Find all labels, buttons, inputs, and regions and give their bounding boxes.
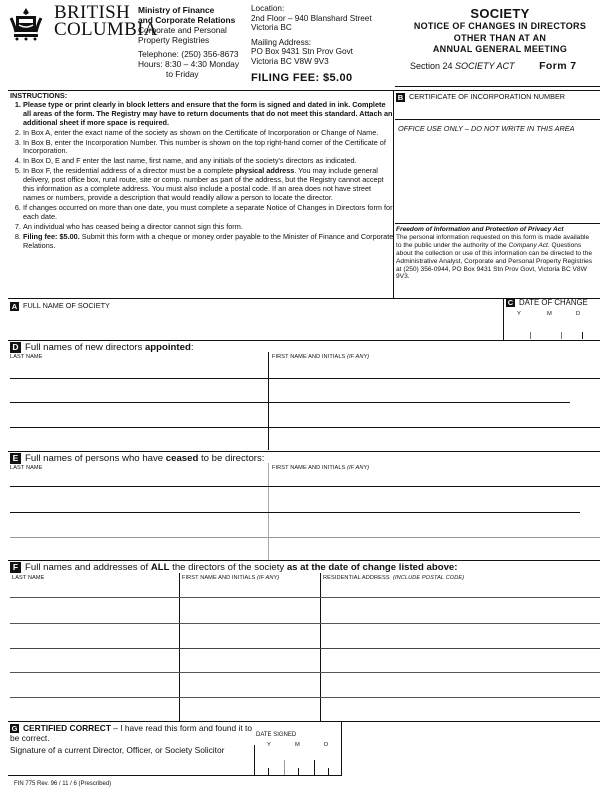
hours-2: to Friday (166, 69, 199, 79)
ceased-first-name-input[interactable] (270, 470, 598, 486)
divider (8, 90, 600, 91)
telephone: Telephone: (250) 356-8673 (138, 49, 239, 59)
instruction-7: 7. An individual who has ceased being a director cannot sign this form. (23, 223, 394, 232)
appointed-row-line (10, 427, 600, 428)
certified-correct-text: – I have read this form and found it to be correct. (10, 723, 252, 743)
director-first-name-input[interactable] (181, 632, 318, 648)
box-f-first-name-text: FIRST NAME AND INITIALS (182, 575, 256, 581)
box-e-if-any: (IF ANY) (347, 465, 370, 471)
title-society: SOCIETY (470, 6, 530, 21)
box-e-first-name-text: FIRST NAME AND INITIALS (272, 465, 346, 471)
privacy-notice (396, 226, 596, 281)
incorporation-number-field[interactable] (396, 102, 598, 118)
title-line-3: ANNUAL GENERAL MEETING (432, 44, 568, 54)
box-f-heading-all: ALL (150, 562, 170, 574)
director-row-line (10, 597, 600, 598)
bc-coat-of-arms-icon (8, 6, 44, 42)
box-f-heading-mid: the directors of the society (169, 562, 287, 574)
title-line-2: OTHER THAN AT AN (453, 32, 547, 43)
society-name-field[interactable] (12, 312, 500, 338)
box-d-heading (10, 342, 193, 353)
instruction-8-bold: Filing fee: $5.00. (23, 231, 80, 241)
section-number: Section 24 (410, 60, 453, 71)
director-last-name-input[interactable] (10, 632, 177, 648)
instruction-5 (23, 167, 394, 203)
box-d-heading-bold: appointed (144, 342, 191, 354)
box-f-address-text: RESIDENTIAL ADDRESS (323, 575, 390, 581)
box-e-heading-text: Full names of persons who have (25, 453, 166, 465)
director-address-input[interactable] (322, 656, 598, 672)
society-name-label: FULL NAME OF SOCIETY (23, 301, 110, 310)
divider (395, 86, 600, 87)
location-line-2: Victoria BC (251, 23, 292, 33)
mailing-label: Mailing Address: (251, 37, 312, 47)
director-address-input[interactable] (322, 581, 598, 597)
registry-name-1: Corporate and Personal (138, 25, 227, 35)
box-d-first-name-header (272, 354, 369, 360)
divider (254, 745, 255, 775)
box-f-heading-text: Full names and addresses of (25, 562, 151, 574)
signed-y-label: Y (267, 742, 271, 748)
director-first-name-input[interactable] (181, 681, 318, 697)
form-footer: FIN 775 Rev. 96 / 11 / 6 (Prescribed) (14, 781, 112, 787)
box-f-tag: F (10, 562, 21, 573)
instruction-4: 4. In Box D, E and F enter the last name, first name, and any initials of the society's directors as indicated. (23, 157, 394, 166)
form-title (400, 4, 600, 72)
instructions-heading: INSTRUCTIONS: (10, 91, 68, 100)
date-y-label: Y (517, 311, 521, 317)
act-name: SOCIETY ACT (455, 60, 515, 71)
box-g-tag: G (11, 724, 18, 734)
divider (561, 332, 562, 339)
mailing-line-2: Victoria BC V8W 9V3 (251, 56, 329, 66)
signed-d-label: D (324, 742, 329, 748)
divider (8, 340, 600, 341)
divider (395, 223, 600, 224)
logo-columbia: COLUMBIA (54, 19, 158, 40)
appointed-first-name-input[interactable] (270, 386, 598, 402)
divider (582, 332, 583, 339)
location-label: Location: (251, 4, 285, 13)
appointed-first-name-input[interactable] (270, 411, 598, 427)
divider (179, 573, 180, 721)
date-d-label: D (576, 311, 581, 317)
appointed-row-line (10, 378, 600, 379)
hours-1: Hours: 8:30 – 4:30 Monday (138, 59, 240, 69)
box-a-label (10, 301, 110, 311)
section-reference (400, 60, 600, 72)
location-info (251, 4, 421, 67)
ceased-first-name-input[interactable] (270, 496, 598, 512)
date-of-change-label: DATE OF CHANGE (519, 298, 588, 307)
instruction-8-text: Submit this form with a cheque or money order payable to the Minister of Finance and Corporate Relations. (23, 231, 394, 250)
appointed-last-name-input[interactable] (10, 362, 266, 378)
director-address-input[interactable] (322, 681, 598, 697)
box-e-heading (10, 453, 264, 464)
divider (341, 721, 342, 775)
appointed-first-name-input[interactable] (270, 362, 598, 378)
divider (503, 298, 504, 340)
box-d-if-any: (IF ANY) (347, 354, 370, 360)
instruction-5-bold: physical address (235, 166, 295, 176)
director-first-name-input[interactable] (181, 581, 318, 597)
privacy-heading: Freedom of Information and Protection of Privacy Act (396, 226, 564, 233)
director-first-name-input[interactable] (181, 656, 318, 672)
date-signed-label: DATE SIGNED (256, 732, 297, 738)
box-c-tag: C (507, 298, 514, 308)
incorporation-number-label: CERTIFICATE OF INCORPORATION NUMBER (409, 92, 566, 101)
box-f-if-any: (IF ANY) (257, 575, 280, 581)
form-number: Form 7 (539, 59, 577, 72)
box-e-heading-tail: to be directors: (198, 453, 265, 465)
signature-label: Signature of a current Director, Officer, or Society Solicitor (10, 745, 225, 756)
ceased-row-line (10, 512, 580, 513)
ministry-name-1: Ministry of Finance (138, 5, 215, 15)
date-of-change-field[interactable] (506, 318, 598, 338)
box-f-postal-code-note: (INCLUDE POSTAL CODE) (392, 575, 465, 581)
instruction-3: 3. In Box B, enter the Incorporation Number. This number is shown on the top right-hand corner of the Certificate of Incorporation. (23, 139, 394, 157)
instruction-1: 1. Please type or print clearly in block letters and ensure that the form is signed and dated in ink. Complete all areas of the form. The Registry may have to return documents that do not meet this standard. Attach an additional sheet if more space is required. (23, 101, 394, 128)
logo-british: BRITISH (54, 2, 130, 23)
box-d-first-name-text: FIRST NAME AND INITIALS (272, 354, 346, 360)
divider (8, 560, 600, 561)
ceased-last-name-input[interactable] (10, 496, 266, 512)
instructions (10, 92, 394, 251)
director-address-input[interactable] (322, 632, 598, 648)
director-row-line (10, 623, 600, 624)
instruction-5-text-2: . You may include general delivery, post office box, rural route, site or comp. number as part of the address, but the Registry cannot accept this information as a complete address. You must also include a postal code. If an area does not have street names or numbers, provide a description that would readily allow a person to locate the director. (23, 166, 384, 202)
privacy-text: The personal information requested on this form is made available to the public under the authority of the (396, 233, 590, 249)
appointed-last-name-input[interactable] (10, 386, 266, 402)
divider (530, 332, 531, 339)
director-last-name-input[interactable] (10, 656, 177, 672)
box-d-heading-colon: : (190, 342, 194, 354)
location-line-1: 2nd Floor – 940 Blanshard Street (251, 13, 372, 23)
certified-correct-heading: CERTIFIED CORRECT (23, 723, 111, 733)
instruction-6: 6. If changes occurred on more than one date, you must complete a separate Notice of Changes in Directors form for each date. (23, 204, 394, 222)
box-a-tag: A (11, 301, 18, 311)
director-last-name-input[interactable] (10, 607, 177, 623)
box-e-heading-bold: ceased (165, 453, 199, 465)
ceased-row-line (10, 486, 600, 487)
box-e-last-name-header: LAST NAME (10, 465, 43, 471)
director-address-input[interactable] (322, 607, 598, 623)
ceased-last-name-input[interactable] (10, 470, 266, 486)
divider (8, 721, 600, 722)
ceased-row-line (10, 537, 600, 538)
appointed-row-line (10, 402, 570, 403)
box-c-label (506, 298, 588, 307)
mailing-line-1: PO Box 9431 Stn Prov Govt (251, 47, 353, 57)
date-m-label: M (547, 311, 552, 317)
box-b-label (396, 92, 565, 102)
ministry-name-2: and Corporate Relations (138, 15, 236, 25)
divider (8, 451, 600, 452)
instruction-2: 2. In Box A, enter the exact name of the society as shown on the Certificate of Incorporation or Change of Name. (23, 129, 394, 138)
box-d-tag: D (10, 342, 21, 353)
instruction-8 (23, 233, 394, 251)
registry-name-2: Property Registries (138, 35, 210, 45)
director-row-line (10, 697, 600, 698)
date-signed-field[interactable] (256, 750, 340, 774)
appointed-last-name-input[interactable] (10, 411, 266, 427)
box-f-heading (10, 562, 457, 573)
divider (320, 573, 321, 721)
box-b-tag: B (397, 92, 404, 102)
director-last-name-input[interactable] (10, 681, 177, 697)
director-last-name-input[interactable] (10, 581, 177, 597)
signature-field[interactable] (12, 756, 252, 774)
privacy-act: Company Act. (508, 241, 550, 249)
signed-m-label: M (295, 742, 300, 748)
instruction-5-text: In Box F, the residential address of a director must be a complete (23, 166, 236, 176)
divider (395, 119, 600, 120)
divider (8, 775, 342, 776)
office-use-only: OFFICE USE ONLY – DO NOT WRITE IN THIS AREA (398, 124, 575, 133)
divider (268, 352, 269, 450)
box-g-certification (10, 724, 260, 756)
box-f-last-name-header: LAST NAME (12, 575, 45, 581)
director-row-line (10, 648, 600, 649)
director-row-line (10, 672, 600, 673)
title-line-1: NOTICE OF CHANGES IN DIRECTORS (413, 21, 587, 31)
privacy-text-2: Questions about the collection or use of this information can be directed to the Administrative Analyst, Corporate and Personal Property Registries at (250) 356-0944, PO Box 9431 Stn Prov Govt, Victoria BC V8W 9V3. (396, 241, 593, 281)
box-d-heading-text: Full names of new directors (25, 342, 145, 354)
box-f-heading-date: as at the date of change listed above: (286, 562, 458, 574)
director-first-name-input[interactable] (181, 607, 318, 623)
box-d-last-name-header: LAST NAME (10, 354, 43, 360)
box-e-tag: E (10, 453, 21, 464)
filing-fee: FILING FEE: $5.00 (251, 72, 353, 84)
